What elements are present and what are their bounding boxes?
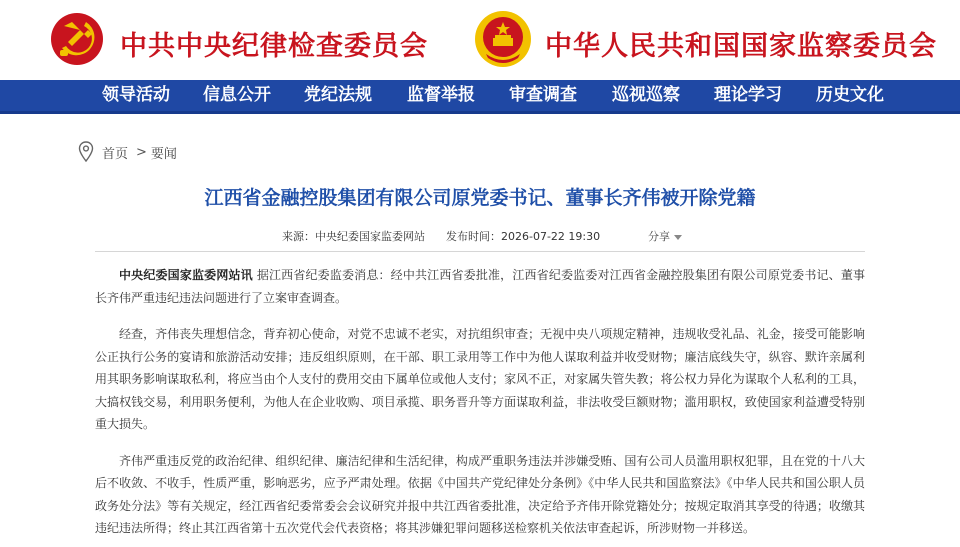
national-emblem-icon [474, 10, 532, 68]
nav-item-report[interactable]: 监督举报 [407, 85, 475, 105]
cpc-ccdi-title: 中共中央纪律检查委员会 [120, 31, 428, 62]
nav-item-theory[interactable]: 理论学习 [714, 85, 782, 105]
nav-item-info-disclosure[interactable]: 信息公开 [203, 85, 271, 105]
location-pin-icon [78, 141, 94, 163]
publish-time: 2026-07-22 19:30 [501, 230, 601, 243]
nav-item-investigation[interactable]: 审查调查 [509, 85, 577, 105]
breadcrumb-separator: > [136, 144, 147, 160]
article-meta [0, 228, 960, 244]
breadcrumb-current-link[interactable]: 要闻 [150, 146, 177, 162]
article-body [95, 264, 865, 547]
article-title: 江西省金融控股集团有限公司原党委书记、董事长齐伟被开除党籍 [204, 187, 756, 209]
share-label: 分享 [648, 230, 670, 243]
nav-item-history[interactable]: 历史文化 [816, 85, 884, 105]
breadcrumb-home-link[interactable]: 首页 [102, 146, 129, 162]
main-nav [0, 80, 960, 114]
lead-source: 中央纪委国家监委网站讯 [119, 268, 253, 282]
site-header [0, 0, 960, 80]
time-label: 发布时间： [446, 230, 501, 243]
source-label: 来源： [282, 230, 315, 243]
nav-item-inspection[interactable]: 巡视巡察 [612, 85, 680, 105]
source-value: 中央纪委国家监委网站 [315, 230, 425, 243]
nav-item-regulations[interactable]: 党纪法规 [304, 85, 372, 105]
chevron-down-icon [674, 235, 682, 240]
article-paragraph: 齐伟严重违反党的政治纪律、组织纪律、廉洁纪律和生活纪律，构成严重职务违法并涉嫌受贿、国有公司人员滥用职权犯罪，且在党的十八大后不收敛、不收手，性质严重，影响恶劣，应予严肃处理。依据《中国共产党纪律处分条例》《中华人民共和国监察法》《中华人民共和国公职人员政务处分法》等有关规定，经江西省纪委常委会会议研究并报中共江西省委批准，决定给予齐伟开除党籍处分；按规定取消其享受的待遇；收缴其违纪违法所得；终止其江西省第十五次党代会代表资格；将其涉嫌犯罪问题移送检察机关依法审查起诉，所涉财物一并移送。 [95, 453, 865, 535]
article-paragraph: 经查，齐伟丧失理想信念，背弃初心使命，对党不忠诚不老实，对抗组织审查；无视中央八项规定精神，违规收受礼品、礼金，接受可能影响公正执行公务的宴请和旅游活动安排；违反组织原则，在干部、职工录用等工作中为他人谋取利益并收受财物；廉洁底线失守，纵容、默许亲属利用其职务影响谋取私利，将应当由个人支付的费用交由下属单位或他人支付；家风不正，对家属失管失教；将公权力异化为谋取个人私利的工具，大搞权钱交易，利用职务便利，为他人在企业收购、项目承揽、职务晋升等方面谋取利益，非法收受巨额财物；滥用职权，致使国家利益遭受特别重大损失。 [95, 327, 865, 431]
nav-item-leadership[interactable]: 领导活动 [102, 85, 170, 105]
breadcrumb [78, 140, 177, 164]
share-button[interactable] [648, 228, 682, 244]
party-emblem-icon [50, 12, 104, 66]
nsc-title: 中华人民共和国国家监察委员会 [545, 31, 937, 62]
article-paragraph: 中央纪委国家监委网站讯 据江西省纪委监委消息：经中共江西省委批准，江西省纪委监委对江西省金融控股集团有限公司原党委书记、董事长齐伟严重违纪违法问题进行了立案审查调查。 [95, 268, 865, 305]
divider [95, 251, 865, 252]
